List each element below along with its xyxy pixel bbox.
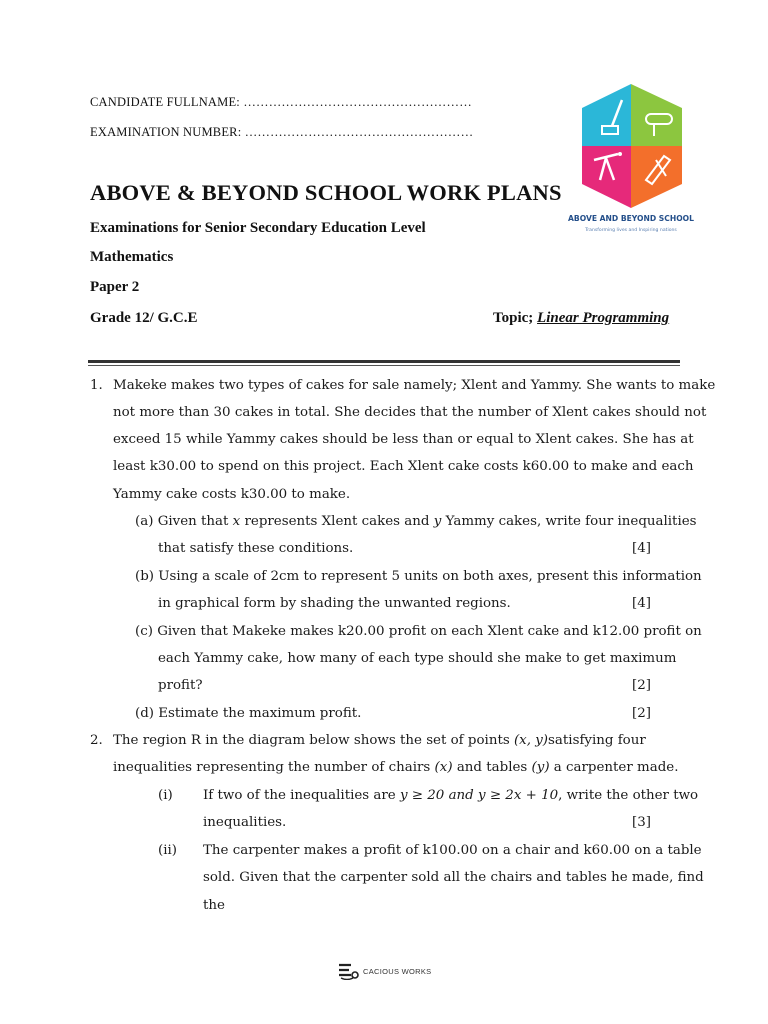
q1-line-4: least k30.00 to spend on this project. Each Xlent cake costs k60.00 to make and each <box>113 459 694 474</box>
topic <box>493 310 669 327</box>
school-logo <box>560 80 702 240</box>
q1a-mid: represents Xlent cakes and <box>240 514 434 529</box>
q1a-var-y: y <box>433 514 442 529</box>
topic-value: Linear Programming <box>537 310 670 326</box>
q2i-line-1 <box>203 788 698 803</box>
q1c-mark: [2] <box>632 678 651 693</box>
q2-line-1-text: The region R in the diagram below shows the set of points <box>113 733 514 748</box>
q2-number: 2. <box>90 733 103 748</box>
q2ii-line-2: sold. Given that the carpenter sold all the chairs and tables he made, find <box>203 870 704 885</box>
q1b-line-2: in graphical form by shading the unwanted regions. <box>158 596 511 611</box>
cacious-works-logo-icon <box>338 962 360 980</box>
logo-school-name: ABOVE AND BEYOND SCHOOL <box>568 214 694 223</box>
q2-point-xy: (x, y) <box>513 733 549 748</box>
q1b-line-1: (b) Using a scale of 2cm to represent 5 units on both axes, present this information <box>135 569 702 584</box>
q2-line-1-end: satisfying four <box>548 733 646 748</box>
candidate-fullname-dots: ……………………………………………… <box>243 95 472 109</box>
divider-thin <box>88 365 680 366</box>
q2i-line-2: inequalities. <box>203 815 287 830</box>
examination-number-field <box>90 125 473 140</box>
q2i-text: If two of the inequalities are <box>203 788 400 803</box>
q2i-inequalities: y ≥ 20 and y ≥ 2x + 10 <box>399 788 559 803</box>
q1d-line-1: (d) Estimate the maximum profit. <box>135 706 362 721</box>
q2-line-2-text: inequalities representing the number of chairs <box>113 760 435 775</box>
q1a-var-x: x <box>232 514 241 529</box>
q1c-line-1: (c) Given that Makeke makes k20.00 profit on each Xlent cake and k12.00 profit on <box>135 624 702 639</box>
candidate-fullname-field <box>90 95 472 110</box>
subject: Mathematics <box>90 249 174 265</box>
q2ii-line-3: the <box>203 898 225 913</box>
examination-number-dots: ……………………………………………… <box>244 125 474 139</box>
q1-line-3: exceed 15 while Yammy cakes should be less than or equal to Xlent cakes. She has at <box>113 432 694 447</box>
q1-line-1: Makeke makes two types of cakes for sale namely; Xlent and Yammy. She wants to make <box>113 378 716 393</box>
q2-line-2-end: a carpenter made. <box>549 760 679 775</box>
q2-var-x: (x) <box>434 760 453 775</box>
q2-line-1 <box>113 733 646 748</box>
q1-number: 1. <box>90 378 103 393</box>
exam-subtitle: Examinations for Senior Secondary Education Level <box>90 220 426 236</box>
q1c-line-2: each Yammy cake, how many of each type should she make to get maximum <box>158 651 677 666</box>
q2-line-2-mid: and tables <box>452 760 532 775</box>
q1a-line-2: that satisfy these conditions. <box>158 541 354 556</box>
candidate-fullname-label: CANDIDATE FULLNAME: <box>90 95 244 109</box>
q1d-mark: [2] <box>632 706 651 721</box>
divider-thick <box>88 360 680 363</box>
q2-var-y: (y) <box>531 760 550 775</box>
q2-line-2 <box>113 760 678 775</box>
school-logo-hexagon-icon <box>560 80 702 220</box>
topic-label: Topic; <box>493 310 538 326</box>
page-title: ABOVE & BEYOND SCHOOL WORK PLANS <box>90 180 562 205</box>
logo-tagline: Transforming lives and Inspiring nations <box>585 228 677 233</box>
q1a-line-1 <box>135 514 697 529</box>
q1a-mark: [4] <box>632 541 651 556</box>
q1-line-2: not more than 30 cakes in total. She decides that the number of Xlent cakes should not <box>113 405 707 420</box>
q1b-mark: [4] <box>632 596 651 611</box>
q1c-line-3: profit? <box>158 678 203 693</box>
footer-brand-text: CACIOUS WORKS <box>363 966 432 976</box>
paper: Paper 2 <box>90 279 140 295</box>
q1a-label: (a) Given that <box>135 514 233 529</box>
q2ii-label: (ii) <box>158 843 178 858</box>
grade: Grade 12/ G.C.E <box>90 310 198 326</box>
footer-brand <box>338 962 432 980</box>
q2i-mark: [3] <box>632 815 651 830</box>
q2i-label: (i) <box>158 788 173 803</box>
examination-number-label: EXAMINATION NUMBER: <box>90 125 245 139</box>
q2ii-line-1: The carpenter makes a profit of k100.00 on a chair and k60.00 on a table <box>203 843 702 858</box>
q1a-rest: Yammy cakes, write four inequalities <box>441 514 697 529</box>
q2i-text-end: , write the other two <box>558 788 699 803</box>
q1-line-5: Yammy cake costs k30.00 to make. <box>113 487 351 502</box>
